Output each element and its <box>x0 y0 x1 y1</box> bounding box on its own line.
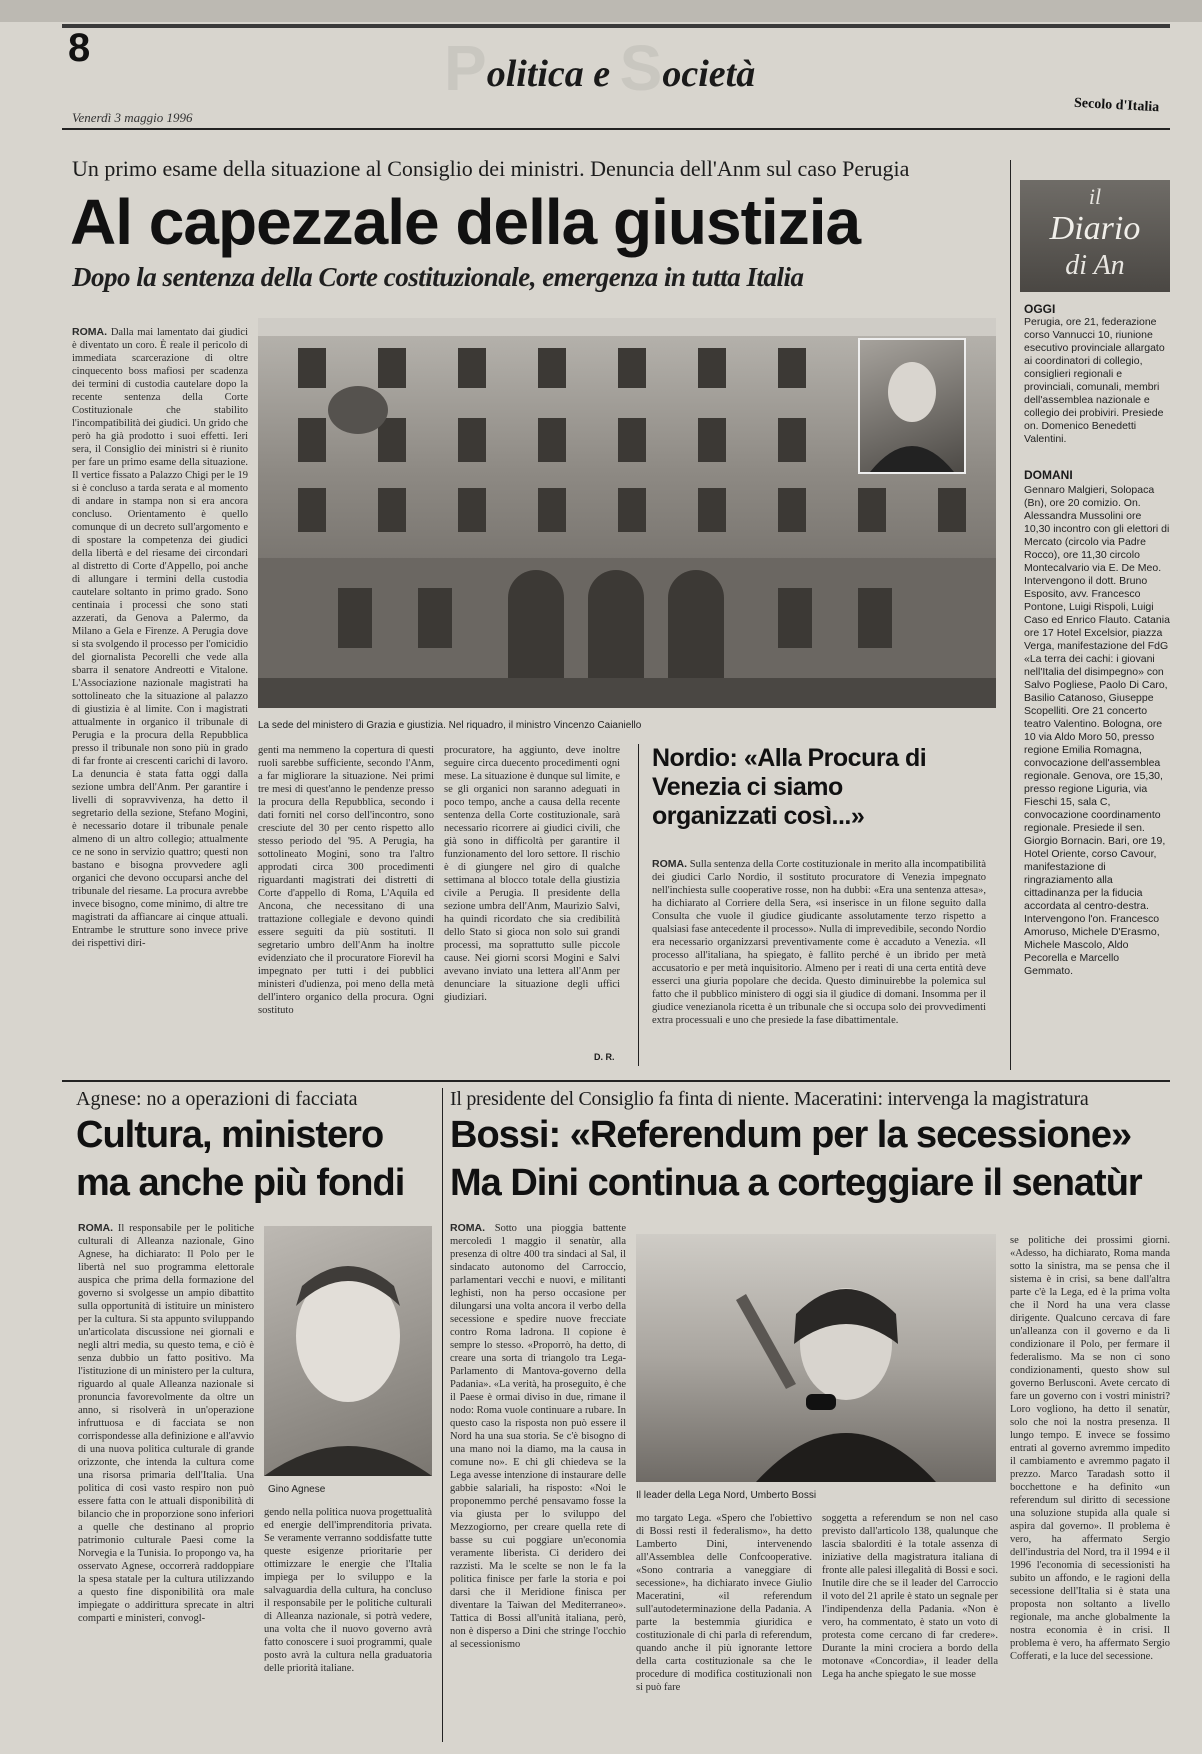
lead-col3-text: procuratore, ha aggiunto, deve inoltre seguire circa duecento procedimenti ogni mese. La situazione è dunque sul limite, e se gli organici non saranno adeguati in poco tempo, anche a causa della recente sentenza della Corte costituzionale, sarà necessario ricorrere ai giudici civili, che già sono in difficoltà per garantire il funzionamento del loro settore. Il rischio è di giungere nel giro di qualche settimana al blocco totale della giustizia civile a Perugia. Il presidente della sezione umbra dell'Anm, Maurizio Salvi, ha quindi ricordato che sia credibilità dello Stato si gioca non solo sui grandi processi, ma soprattutto sulle piccole cause. Nei giorni scorsi Mogini e Salvi avevano inviato una lettera all'Anm per denunciare la situazione degli uffici giudiziari. <box>444 745 620 1003</box>
diario-oggi-label: OGGI <box>1024 302 1056 316</box>
issue-date: Venerdì 3 maggio 1996 <box>72 110 193 125</box>
diario-left-rule <box>1010 160 1011 1070</box>
bossi-photo-caption: Il leader della Lega Nord, Umberto Bossi <box>636 1490 817 1501</box>
cultura-column-1 <box>78 1222 254 1742</box>
cultura-col1-text: Il responsabile per le politiche culturali di Alleanza nazionale, Gino Agnese, ha dichiarato: Il Polo per le libertà nel suo programma elettorale auspica che prima della formazione del governo si svolgesse un ampio dibattito sulla opportunità di istituire un ministero per la cultura. Si sta appunto sviluppando un'articolata discussione nei giornali e negli altri media, su questo tema, e ciò è senza dubbio un fatto positivo. Ma l'istituzione di un ministero per la cultura, riguardo al quale Alleanza nazionale si pronuncia favorevolmente da oltre un anno, si risolverà in un'operazione infruttuosa e di facciata se non corrispondesse alla definizione e all'avvio di una nuova politica culturale di grande orizzonte, che intenda la cultura come una risorsa primaria dell'Italia. Una politica di così vasto respiro non può essere fatta con le attuali disponibilità di bilancio che in proporzione sono inferiori a quelle che destinano al proprio patrimonio culturale Paesi come la Norvegia e la Tunisia. Io propongo va, ha osservato Agnese, occorrerà raddoppiare la spesa statale per la cultura utilizzando a questo fine disponibilità ora male impiegate o addirittura sprecate in altri comparti e ministeri, convogl- <box>78 1223 254 1624</box>
masthead-rule <box>62 128 1170 130</box>
diario-domani-text: Gennaro Malgieri, Solopaca (Bn), ore 20 comizio. On. Alessandra Mussolini ore 10,30 incontro con gli elettori di Mercato (circolo via Padre Rocco), ore 11,30 circolo Montecalvario via E. De Meo. Intervengono il dott. Bruno Esposito, avv. Francesco Pontone, Luigi Rispoli, Luigi Caso ed Enrico Flauto. Catania ore 17 Hotel Excelsior, piazza Verga, manifestazione del FdG «La terra dei cachi: i giovani nell'Italia del disimpegno» con Salvo Pogliese, Paolo Di Caro, Basilio Catanoso, Giuseppe Scopelliti. Ore 21 concerto teatro Valentino. Bologna, ore 10 via Aldo Moro 50, presso regione Emilia Romagna, convocazione dell'assemblea regionale. Genova, ore 15,30, presso regione Liguria, via Fieschi 15, sala C, convocazione coordinamento regionale. Presiede il sen. Giorgio Bornacin. Bari, ore 19, Hotel Oriente, corso Cavour, manifestazione di ringraziamento alla cittadinanza per la fiducia accordata al centro-destra. Intervengono l'on. Francesco Amoruso, Michele D'Erasmo, Michele Mascolo, Aldo Pecorella e Marcello Gemmato. <box>1024 484 1170 977</box>
bossi-column-2: mo targato Lega. «Spero che l'obiettivo di Bossi resti il federalismo», ha detto Lamberto Dini, intervenendo all'Assemblea delle Confcooperative. «Sono contraria a vaneggiare di secessione», ha dichiarato invece Giulio Maceratini, «il referendum sull'autodeterminazione della Padania. A parte la bestemmia giuridica e costituzionale di chi parla di referendum, quando anche il più ignorante lettore della carta costituzionale sa che le procedure di modifica costituzionali non si può fare <box>636 1513 812 1693</box>
lead-column-3 <box>444 744 620 1066</box>
section-title-part-2: ocietà <box>662 53 756 95</box>
ministry-building-photo <box>258 318 996 708</box>
lead-photo-caption: La sede del ministero di Grazia e giustizia. Nel riquadro, il ministro Vincenzo Caianiello <box>258 720 642 731</box>
lead-column-2: genti ma nemmeno la copertura di questi ruoli sarebbe sufficiente, secondo l'Anm, a far migliorare la situazione. Nei primi tre mesi di quest'anno le pendenze presso la procura della Repubblica, secondo i dati forniti nel corso dell'incontro, sono cresciute del 30 per cento rispetto allo stesso periodo del '95. A Perugia, ha sottolineato Mogini, sono tra l'altro approdati circa 300 procedimenti riguardanti magistrati dei distretti di Corte d'appello di Roma, L'Aquila ed Ancona, che necessitano di una trattazione collegiale e devono quindi essere seguiti da più sostituti. Il segretario umbro dell'Anm ha inoltre evidenziato che il procuratore Fiorevil ha impegnato per tutti i dei pubblici ministeri d'udienza, poi meno della metà dell'intero organico della procura. Ogni sostituto <box>258 745 434 1016</box>
lower-vertical-rule <box>442 1088 443 1742</box>
bossi-col1-text: Sotto una pioggia battente mercoledì 1 maggio il senatùr, alla presenza di oltre 400 tra sindaci al Sal, il sindacato autonomo del Carroccio, parlamentari vecchi e nuovi, e militanti leghisti, non ha perso occasione per dilungarsi una volta ancora il verbo della secessione e spedire nuove frecciate contro Roma ladrona. Il copione è sempre lo stesso. «Proporrò, ha detto, di creare una sorta di triangolo tra Lega-Parlamento di Mantova-governo della Padania». «La verità, ha proseguito, è che il Paese è ormai diviso in due, rimane il nodo: Roma vuole continuare a rubare. In questo caso la risposta non può essere il Nord ha una sua storia. Se c'è bisogno di una mano noi la diamo, ma la causa in comune no». E chi gli chiedeva se la Lega avesse intenzione di instaurare delle gabbie salariali, ha risposto: «Noi le proponemmo perché pensavamo fosse la via giusta per lo sviluppo del Mezzogiorno, per creare quella rete di basse su cui poggiare un'economia veramente liberista. Ci deridero dei razzisti. Ma le scelte se non le fa la politica finisce per farle la storia e poi darsi che il Meridione finisca per diventare la Taiwan del Mediterraneo». Tattica di Bossi all'unità italiana, però, non è disperso a Dini che stringe l'occhio al secessionismo <box>450 1223 626 1650</box>
diario-oggi-text: Perugia, ore 21, federazione corso Vannucci 10, riunione esecutivo provinciale allargato ai coordinatori di collegio, consiglieri regionali e provinciali, comunali, membri dell'assemblea nazionale e collegio dei probiviri. Presiede on. Domenico Benedetti Valentini. <box>1024 316 1165 445</box>
nordio-left-rule <box>638 744 639 1066</box>
bossi-dateline: ROMA. <box>450 1222 485 1234</box>
section-title-part-1: olitica e <box>486 53 620 95</box>
cultura-column-2: gendo nella politica nuova progettualità ed energie dell'imprenditoria privata. Se veramente verranno soddisfatte tutte queste esigenze prioritarie per ottimizzare le energie che l'Italia impiega per lo sviluppo e la salvaguardia della cultura, ha concluso il responsabile per le politiche culturali di Alleanza nazionale, si potrà vedere, una volta che il nuovo governo avrà fatto conoscere i suoi programmi, quale posto avrà la cultura nella graduatoria delle priorità italiane. <box>264 1507 432 1674</box>
lead-kicker: Un primo esame della situazione al Consiglio dei ministri. Denuncia dell'Anm sul caso Perugia <box>72 156 910 181</box>
section-title <box>444 32 756 104</box>
bossi-headline-line-1: Bossi: «Referendum per la secessione» <box>450 1114 1132 1156</box>
lead-headline: Al capezzale della giustizia <box>70 186 861 258</box>
publication-name: Secolo d'Italia <box>1073 95 1160 116</box>
diario-title-il: il <box>1088 184 1102 209</box>
lead-dateline: ROMA. <box>72 326 107 338</box>
minister-portrait-illustration <box>860 340 964 472</box>
cultura-kicker: Agnese: no a operazioni di facciata <box>76 1088 358 1110</box>
bossi-speaking-illustration <box>636 1234 996 1482</box>
cultura-headline-line-1: Cultura, ministero <box>76 1114 384 1156</box>
diario-title-dian: di An <box>1065 250 1125 281</box>
bossi-column-1 <box>450 1222 626 1742</box>
lead-column-1 <box>72 326 248 1066</box>
lower-section-rule <box>62 1080 1170 1082</box>
bossi-speaking-photo <box>636 1234 996 1482</box>
nordio-text: Sulla sentenza della Corte costituzionale in merito alla incompatibilità dei giudici Carlo Nordio, il sostituto procuratore di Venezia impegnato nell'inchiesta sulle cooperative rosse, non ha dubbi: «Era una sentenza attesa», ha dichiarato al Corriere della Sera, «si inserisce in un filone seguito dalla Consulta che vuole il giudice giudicante assolutamente terzo rispetto a qualsiasi fase antecedente il processo». Nulla di imprevedibile, secondo Nordio era necessario organizzarsi preventivamente come è accaduto a Venezia. «Il processo all'italiana, ha spiegato, è fallito perché è un ibrido per metà accusatorio e per metà inquisitorio. Almeno per i reati di una certa entità deve esserci una giuria popolare che decida. Questo diminuirebbe la polemica sul fatto che il pubblico ministero di oggi sia il giudice di domani. Insomma per il giudice venezianola ricetta è un tribunale che si occupa solo dei provvedimenti extra processuali e uno che presiede la fase dibattimentale. <box>652 859 986 1026</box>
minister-inset-photo <box>858 338 966 474</box>
lead-byline: D. R. <box>594 1052 615 1062</box>
lead-col1-text: Dalla mai lamentato dai giudici è diventato un coro. È reale il pericolo di immediata scarcerazione di oltre cinquecento boss mafiosi per scadenza dei termini di custodia cautelare dopo la recente sentenza della Corte Costituzionale che stabilito l'incompatibilità dei giudici. Un grido che però ha già prodotto i suoi effetti. Ieri sera, il Consiglio dei ministri si è riunito per fare un primo esame della situazione. Il vertice fissato a Palazzo Chigi per le 19 si è concluso a tarda serata e al momento di andare in stampa non si era ancora concluso. Orientamento è quello comunque di un decreto sull'argomento e di spostare la competenza dei giudici della libertà e del riesame dei circondari al distretto di Corte d'Appello, poi anche di allungare i termini della custodia cautelare soltanto in primo grado. Sono centinaia i processi che sono stati azzerati, da Genova a Palermo, da Milano a Gela e Firenze. A Perugia dove si sta svolgendo il processo per l'omicidio del giornalista Pecorelli che vede alla sbarra il senatore Andreotti e Vitalone. L'Associazione nazionale magistrati ha sottolineato che la situazione al palazzo di giustizia è al limite. Con i magistrati attualmente in organico il tribunale di Perugia e la procura della Repubblica presso il tribunale non sono più in grado di far fronte ai crescenti carichi di lavoro. La denuncia è stata fatta oggi dalla sezione umbra dell'Anm. Per garantire i livelli di sopravvivenza, ha detto il segretario della sezione, Stefano Mogini, è necessario dotare il tribunale penale almeno di un altro collegio; attualmente ce ne sono in servizio quattro; questi non bastano e bisogna provvedere agli organici che devono occuparsi anche del tribunale del riesame. La procura avrebbe invece bisogno, come minimo, di altre tre magistrati da affiancare ai cinque attuali. Entrambe le strutture sono invece prive dei rispettivi diri- <box>72 327 248 949</box>
agnese-portrait-illustration <box>264 1226 432 1476</box>
page-number: 8 <box>68 26 91 70</box>
cultura-dateline: ROMA. <box>78 1222 113 1234</box>
bossi-kicker: Il presidente del Consiglio fa finta di niente. Maceratini: intervenga la magistratura <box>450 1088 1089 1110</box>
nordio-dateline: ROMA. <box>652 858 687 870</box>
bossi-column-4: se politiche dei prossimi giorni. «Adesso, ha dichiarato, Roma manda sotto la sinistra, ma se pensa che il sistema è in crisi, sa bene dall'altra parte c'è la Lega, ed è la prima volta che il Nord ha una vera classe dirigente. Qualcuno cercava di fare un'alleanza con il governo e da lì condizionare il Polo, per fermare il federalismo. Ma se non ci sono condizionamenti, questo show sul governo Berlusconi. Avete cercato di fare un governo con i vostri ministri? Loro vogliono, ha detto il senatùr, solo che noi la nostra presenza. Il lungo tempo. E invece se fossimo entrati al governo avremmo impedito il cambiamento e avremmo pagato il prezzo. Marco Taradash sotto il bocchettone e ha definito «un referendum sul diritto di secessione una soluzione stupida alla quale si aspira dal governo». Il problema è vero, ha affermato Sergio dell'industria del Nord, tra il 1994 e il 1996 l'economia di secessionisti ha subito un affondo, e le ragioni della secessione dell'Italia si è stata una proposta non soltanto a livello regionale, ma anche globalmente la nostra economia è in crisi. Il problema è vero, ha affermato Sergio Cofferati, e la luce del secessione. <box>1010 1235 1170 1662</box>
nordio-headline: Nordio: «Alla Procura di Venezia ci siamo organizzati così...» <box>652 744 927 830</box>
top-rule <box>62 24 1170 28</box>
section-initial-1: P <box>444 32 487 104</box>
nordio-body <box>652 858 986 1066</box>
agnese-portrait-photo <box>264 1226 432 1476</box>
bossi-column-3: soggetta a referendum se non nel caso previsto dall'articolo 138, qualunque che lascia sbalorditi è la totale assenza di iniziative della magistratura italiana di fronte alle palesi illegalità di Bossi e soci. Inutile dire che se il leader del Carroccio il voto del 21 aprile è stato un segnale per l'indipendenza della Padania. «Non è vero, ha commentato, è stato un voto di protesta come cercano di far credere». Durante la mini crociera a bordo della motonave «Concordia», il leader della Lega ha anche spiegato le sue mosse <box>822 1513 998 1680</box>
bossi-headline-line-2: Ma Dini continua a corteggiare il senatùr <box>450 1162 1142 1204</box>
lead-subhead: Dopo la sentenza della Corte costituzionale, emergenza in tutta Italia <box>72 262 804 292</box>
cultura-headline-line-2: ma anche più fondi <box>76 1162 405 1204</box>
section-initial-2: S <box>619 32 663 104</box>
agnese-photo-caption: Gino Agnese <box>268 1484 326 1495</box>
diario-header-box <box>1020 180 1170 292</box>
diario-title-diario: Diario <box>1049 210 1141 247</box>
page-top-edge <box>0 0 1202 22</box>
diario-domani-label: DOMANI <box>1024 468 1073 482</box>
